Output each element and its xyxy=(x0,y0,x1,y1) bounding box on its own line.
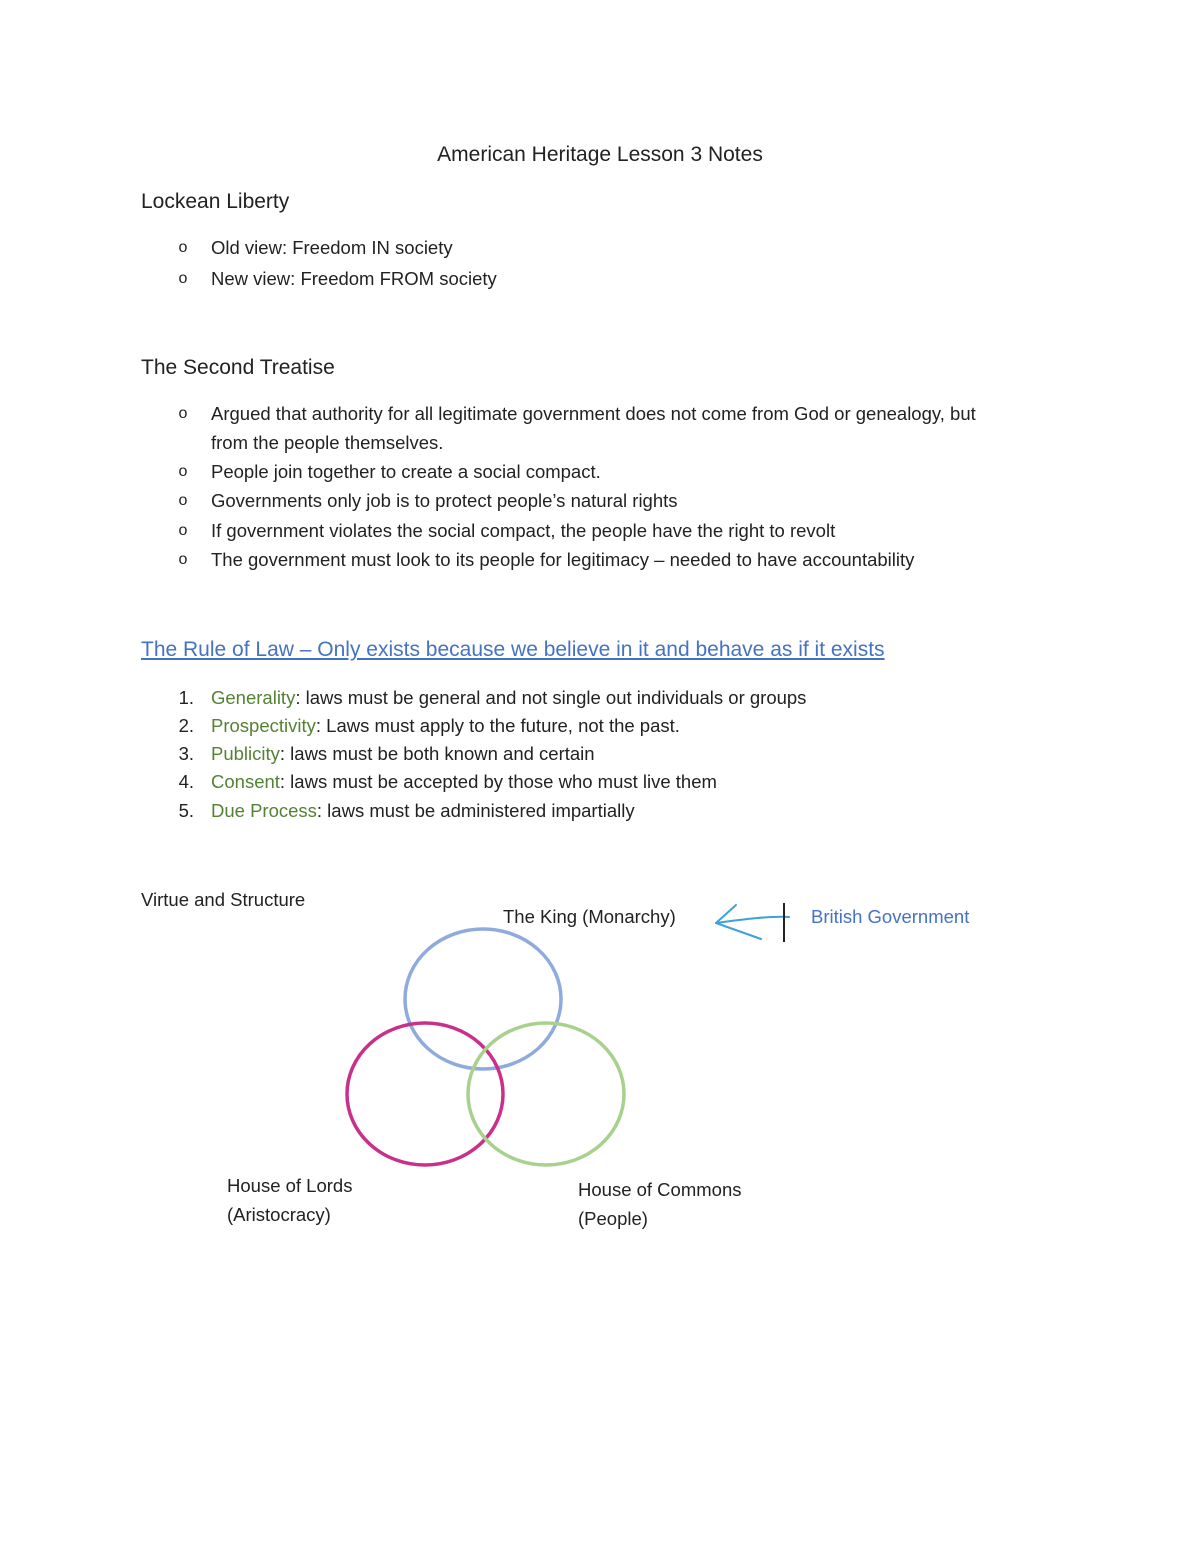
list-item: People join together to create a social compact. xyxy=(211,461,601,482)
list-number: 2. xyxy=(178,715,194,736)
bullet-marker: o xyxy=(178,522,188,539)
list-item: Old view: Freedom IN society xyxy=(211,237,453,258)
king-label: The King (Monarchy) xyxy=(503,906,676,927)
diagram-heading: Virtue and Structure xyxy=(141,889,306,910)
definition: : Laws must apply to the future, not the past. xyxy=(315,715,680,736)
british-government-label: British Government xyxy=(811,906,970,927)
commons-label-line1: House of Commons xyxy=(578,1179,742,1200)
section-heading-rule-of-law: The Rule of Law – Only exists because we believe in it and behave as if it exists xyxy=(141,638,885,661)
term: Generality xyxy=(211,687,296,708)
definition: : laws must be administered impartially xyxy=(316,800,635,821)
term: Publicity xyxy=(211,743,280,764)
definition: : laws must be both known and certain xyxy=(279,743,595,764)
bullet-marker: o xyxy=(178,405,188,422)
list-item: Governments only job is to protect people’s natural rights xyxy=(211,490,678,511)
definition: : laws must be general and not single out individuals or groups xyxy=(295,687,807,708)
lords-label-line2: (Aristocracy) xyxy=(227,1204,331,1225)
list-number: 1. xyxy=(178,687,194,708)
list-number: 5. xyxy=(178,800,194,821)
list-number: 4. xyxy=(178,771,194,792)
term: Due Process xyxy=(211,800,317,821)
section-heading-lockean: Lockean Liberty xyxy=(141,190,290,213)
bullet-marker: o xyxy=(178,492,188,509)
list-item: The government must look to its people for legitimacy – needed to have accountability xyxy=(211,549,915,570)
page-title: American Heritage Lesson 3 Notes xyxy=(437,143,763,166)
term: Consent xyxy=(211,771,280,792)
term: Prospectivity xyxy=(211,715,316,736)
list-item: Argued that authority for all legitimate government does not come from God or genealogy, but xyxy=(211,403,976,424)
bullet-marker: o xyxy=(178,239,188,256)
bullet-marker: o xyxy=(178,463,188,480)
bullet-marker: o xyxy=(178,270,188,287)
list-item: New view: Freedom FROM society xyxy=(211,268,497,289)
lords-label-line1: House of Lords xyxy=(227,1175,353,1196)
list-item: If government violates the social compact, the people have the right to revolt xyxy=(211,520,836,541)
list-number: 3. xyxy=(178,743,194,764)
section-heading-treatise: The Second Treatise xyxy=(141,356,335,379)
commons-circle xyxy=(468,1023,624,1165)
bullet-marker: o xyxy=(178,551,188,568)
commons-label-line2: (People) xyxy=(578,1208,648,1229)
arrow-icon xyxy=(716,905,789,939)
definition: : laws must be accepted by those who must live them xyxy=(279,771,717,792)
list-item-continuation: from the people themselves. xyxy=(211,432,444,453)
